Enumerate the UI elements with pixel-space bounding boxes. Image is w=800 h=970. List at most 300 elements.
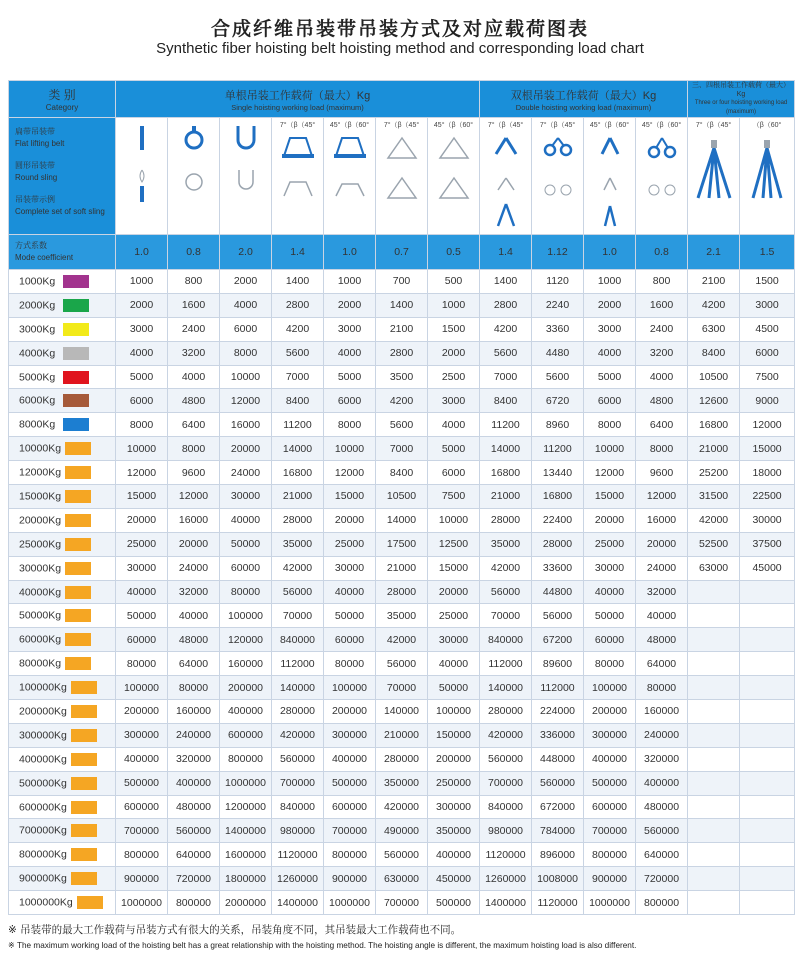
capacity-label: 80000Kg xyxy=(19,657,62,670)
load-value: 7000 xyxy=(480,365,532,389)
load-value: 12000 xyxy=(740,413,795,437)
load-value: 35000 xyxy=(480,532,532,556)
load-value: 1600000 xyxy=(220,843,272,867)
load-value: 100000 xyxy=(116,676,168,700)
capacity-cell xyxy=(9,317,116,341)
table-row xyxy=(9,437,795,461)
table-row xyxy=(9,413,795,437)
load-value: 4000 xyxy=(116,341,168,365)
color-swatch xyxy=(71,705,97,718)
load-value: 5600 xyxy=(532,365,584,389)
load-value: 1000 xyxy=(584,270,636,294)
load-value: 1400 xyxy=(480,270,532,294)
color-swatch xyxy=(71,824,97,837)
load-value: 4000 xyxy=(584,341,636,365)
load-value: 10000 xyxy=(584,437,636,461)
load-value: 500000 xyxy=(428,891,480,915)
load-value: 320000 xyxy=(168,747,220,771)
load-value: 21000 xyxy=(688,437,740,461)
load-value: 15000 xyxy=(428,556,480,580)
load-value: 560000 xyxy=(168,819,220,843)
capacity-cell xyxy=(9,628,116,652)
load-value: 16000 xyxy=(168,508,220,532)
capacity-label: 6000Kg xyxy=(19,394,56,407)
load-value: 400000 xyxy=(636,771,688,795)
load-value: 448000 xyxy=(532,747,584,771)
capacity-cell xyxy=(9,413,116,437)
load-value: 42000 xyxy=(376,628,428,652)
capacity-label: 12000Kg xyxy=(19,466,62,479)
load-value: 10500 xyxy=(688,365,740,389)
load-value: 12000 xyxy=(636,485,688,509)
load-value: 42000 xyxy=(272,556,324,580)
load-value: 25000 xyxy=(584,532,636,556)
load-value: 672000 xyxy=(532,795,584,819)
load-value: 12000 xyxy=(116,461,168,485)
page-title: 合成纤维吊装带吊装方式及对应载荷图表 xyxy=(210,18,589,40)
hoisting-method-12 xyxy=(688,118,740,235)
load-value: 9600 xyxy=(168,461,220,485)
load-value: 700 xyxy=(376,270,428,294)
load-value: 56000 xyxy=(532,604,584,628)
load-value: 120000 xyxy=(220,628,272,652)
load-value: 1000000 xyxy=(116,891,168,915)
capacity-label: 50000Kg xyxy=(19,609,62,622)
hoisting-method-8 xyxy=(480,118,532,235)
hoisting-method-7 xyxy=(428,118,480,235)
capacity-label: 3000Kg xyxy=(19,323,56,335)
load-value: 30000 xyxy=(584,556,636,580)
load-value: 1200000 xyxy=(220,795,272,819)
load-value: 25000 xyxy=(324,532,376,556)
capacity-cell xyxy=(9,365,116,389)
color-swatch xyxy=(65,538,91,551)
mode-coefficient: 1.4 xyxy=(272,235,324,270)
load-chart-table xyxy=(8,80,795,915)
load-value: 12600 xyxy=(688,389,740,413)
load-value xyxy=(688,628,740,652)
table-row xyxy=(9,723,795,747)
load-value: 25000 xyxy=(428,604,480,628)
color-swatch xyxy=(63,347,89,360)
color-swatch xyxy=(71,753,97,766)
load-value: 300000 xyxy=(428,795,480,819)
table-row xyxy=(9,700,795,724)
load-value: 600000 xyxy=(116,795,168,819)
load-value: 800000 xyxy=(168,891,220,915)
load-value: 89600 xyxy=(532,652,584,676)
load-value xyxy=(740,676,795,700)
load-value: 12000 xyxy=(584,461,636,485)
capacity-label: 25000Kg xyxy=(19,538,62,551)
load-value: 16000 xyxy=(220,413,272,437)
color-swatch xyxy=(65,633,91,646)
load-value: 210000 xyxy=(376,723,428,747)
load-value: 480000 xyxy=(636,795,688,819)
capacity-label: 8000Kg xyxy=(19,418,56,431)
load-value xyxy=(740,580,795,604)
mode-coefficient: 0.5 xyxy=(428,235,480,270)
load-value: 640000 xyxy=(168,843,220,867)
load-value: 5600 xyxy=(272,341,324,365)
double-vertical-45-icon xyxy=(480,134,531,230)
load-value: 9600 xyxy=(636,461,688,485)
capacity-label: 2000Kg xyxy=(19,299,56,312)
load-value: 5000 xyxy=(584,365,636,389)
load-value: 1260000 xyxy=(272,867,324,891)
load-value xyxy=(740,700,795,724)
load-value: 7500 xyxy=(740,365,795,389)
load-value: 3200 xyxy=(168,341,220,365)
capacity-label: 20000Kg xyxy=(19,514,62,527)
load-value: 640000 xyxy=(636,843,688,867)
load-value: 600000 xyxy=(324,795,376,819)
capacity-cell xyxy=(9,341,116,365)
load-value: 300000 xyxy=(116,723,168,747)
load-value: 700000 xyxy=(116,819,168,843)
load-value xyxy=(688,652,740,676)
capacity-label: 600000Kg xyxy=(19,800,67,813)
load-value: 24000 xyxy=(636,556,688,580)
load-value: 500000 xyxy=(324,771,376,795)
angle-label: 7°（β（45° xyxy=(383,122,420,129)
table-row xyxy=(9,867,795,891)
load-value: 400000 xyxy=(168,771,220,795)
load-value: 700000 xyxy=(376,891,428,915)
double-choke-60-icon xyxy=(636,134,687,214)
load-value xyxy=(688,676,740,700)
table-row xyxy=(9,628,795,652)
load-value: 2240 xyxy=(532,293,584,317)
table-row xyxy=(9,365,795,389)
load-value: 350000 xyxy=(376,771,428,795)
load-value: 12000 xyxy=(220,389,272,413)
table-row xyxy=(9,843,795,867)
load-value: 300000 xyxy=(324,723,376,747)
load-value: 15000 xyxy=(740,437,795,461)
load-value xyxy=(688,867,740,891)
load-value: 80000 xyxy=(168,676,220,700)
load-value: 400000 xyxy=(116,747,168,771)
table-row xyxy=(9,676,795,700)
load-value: 28000 xyxy=(532,532,584,556)
load-value: 1500 xyxy=(428,317,480,341)
load-value: 5000 xyxy=(324,365,376,389)
load-value: 3500 xyxy=(376,365,428,389)
load-value: 900000 xyxy=(324,867,376,891)
load-value: 40000 xyxy=(584,580,636,604)
load-value: 10000 xyxy=(220,365,272,389)
load-value xyxy=(688,843,740,867)
load-value: 5000 xyxy=(428,437,480,461)
load-value: 30000 xyxy=(220,485,272,509)
load-value: 8400 xyxy=(480,389,532,413)
capacity-cell xyxy=(9,795,116,819)
load-value: 5600 xyxy=(480,341,532,365)
load-value xyxy=(740,652,795,676)
choke-hitch-icon xyxy=(168,124,219,204)
capacity-cell xyxy=(9,723,116,747)
load-value: 15000 xyxy=(324,485,376,509)
category-header: 类 别 Category xyxy=(9,81,116,118)
load-value: 1000000 xyxy=(324,891,376,915)
load-value: 1400000 xyxy=(272,891,324,915)
capacity-label: 15000Kg xyxy=(19,490,62,503)
load-value: 200000 xyxy=(584,700,636,724)
table-row xyxy=(9,461,795,485)
color-swatch xyxy=(71,681,97,694)
mode-coefficient: 1.12 xyxy=(532,235,584,270)
load-value: 980000 xyxy=(480,819,532,843)
load-value: 3000 xyxy=(428,389,480,413)
load-value: 8400 xyxy=(376,461,428,485)
load-value: 14000 xyxy=(376,508,428,532)
capacity-cell xyxy=(9,676,116,700)
capacity-label: 5000Kg xyxy=(19,370,56,383)
load-value: 6720 xyxy=(532,389,584,413)
color-swatch xyxy=(65,562,91,575)
load-value: 280000 xyxy=(480,700,532,724)
capacity-cell xyxy=(9,437,116,461)
load-value: 40000 xyxy=(116,580,168,604)
load-value: 9000 xyxy=(740,389,795,413)
load-value: 32000 xyxy=(636,580,688,604)
capacity-cell xyxy=(9,604,116,628)
note-chinese: ※ 吊装带的最大工作载荷与吊装方式有很大的关系，吊装角度不同，其吊装最大工作载荷也不同。 xyxy=(8,924,462,936)
load-value: 42000 xyxy=(688,508,740,532)
load-value: 60000 xyxy=(324,628,376,652)
capacity-label: 4000Kg xyxy=(19,346,56,359)
load-value xyxy=(740,795,795,819)
load-value xyxy=(740,628,795,652)
load-value: 240000 xyxy=(636,723,688,747)
capacity-cell xyxy=(9,843,116,867)
load-value: 560000 xyxy=(480,747,532,771)
load-value: 70000 xyxy=(272,604,324,628)
capacity-label: 200000Kg xyxy=(19,705,67,718)
load-value: 30000 xyxy=(324,556,376,580)
load-value: 2100 xyxy=(376,317,428,341)
color-swatch xyxy=(63,394,89,407)
load-value: 40000 xyxy=(168,604,220,628)
mode-coefficient-label: 方式系数 Mode coefficient xyxy=(9,235,116,270)
load-value: 200000 xyxy=(220,676,272,700)
load-value: 400000 xyxy=(220,700,272,724)
load-value: 3000 xyxy=(324,317,376,341)
hoisting-method-11 xyxy=(636,118,688,235)
color-swatch xyxy=(65,514,91,527)
load-value: 40000 xyxy=(428,652,480,676)
load-value: 4200 xyxy=(272,317,324,341)
load-value: 2400 xyxy=(168,317,220,341)
load-value: 6000 xyxy=(428,461,480,485)
load-value: 12000 xyxy=(324,461,376,485)
angle-label: 7°（β（45° xyxy=(695,122,732,129)
capacity-cell xyxy=(9,747,116,771)
color-swatch xyxy=(71,729,97,742)
load-value: 70000 xyxy=(376,676,428,700)
load-value: 1600 xyxy=(168,293,220,317)
load-value: 4200 xyxy=(480,317,532,341)
load-value: 28000 xyxy=(272,508,324,532)
load-value: 600000 xyxy=(584,795,636,819)
color-swatch xyxy=(65,466,91,479)
load-value: 60000 xyxy=(220,556,272,580)
load-value: 2800 xyxy=(272,293,324,317)
color-swatch xyxy=(65,657,91,670)
load-value: 20000 xyxy=(636,532,688,556)
load-value: 13440 xyxy=(532,461,584,485)
load-value: 1400000 xyxy=(220,819,272,843)
load-value: 1000 xyxy=(428,293,480,317)
load-value: 4480 xyxy=(532,341,584,365)
load-value: 1120 xyxy=(532,270,584,294)
load-value: 70000 xyxy=(480,604,532,628)
load-value: 16800 xyxy=(532,485,584,509)
mode-coefficient: 1.4 xyxy=(480,235,532,270)
load-value: 600000 xyxy=(220,723,272,747)
table-row xyxy=(9,771,795,795)
load-value: 50000 xyxy=(428,676,480,700)
load-value: 840000 xyxy=(272,795,324,819)
capacity-cell xyxy=(9,891,116,915)
load-value: 50000 xyxy=(584,604,636,628)
load-value: 10000 xyxy=(116,437,168,461)
capacity-label: 1000Kg xyxy=(19,275,56,288)
load-value: 500000 xyxy=(584,771,636,795)
load-value: 20000 xyxy=(324,508,376,532)
load-value: 60000 xyxy=(584,628,636,652)
load-value xyxy=(740,867,795,891)
load-value: 17500 xyxy=(376,532,428,556)
capacity-label: 60000Kg xyxy=(19,633,62,646)
load-value: 11200 xyxy=(532,437,584,461)
load-value: 30000 xyxy=(116,556,168,580)
load-value: 20000 xyxy=(220,437,272,461)
load-value: 7500 xyxy=(428,485,480,509)
load-value: 14000 xyxy=(272,437,324,461)
load-value: 3000 xyxy=(584,317,636,341)
load-value: 40000 xyxy=(636,604,688,628)
load-value: 700000 xyxy=(272,771,324,795)
load-value: 2000 xyxy=(116,293,168,317)
load-value: 8000 xyxy=(584,413,636,437)
capacity-label: 700000Kg xyxy=(19,824,67,837)
load-value: 2800 xyxy=(480,293,532,317)
load-value: 67200 xyxy=(532,628,584,652)
capacity-cell xyxy=(9,293,116,317)
color-swatch xyxy=(63,299,89,312)
load-value: 80000 xyxy=(220,580,272,604)
load-value: 50000 xyxy=(116,604,168,628)
load-value xyxy=(688,891,740,915)
load-value: 21000 xyxy=(376,556,428,580)
triangle-45-icon xyxy=(376,134,427,214)
color-swatch xyxy=(71,801,97,814)
capacity-cell xyxy=(9,556,116,580)
mode-coefficient: 2.1 xyxy=(688,235,740,270)
load-value: 6400 xyxy=(168,413,220,437)
load-value: 14000 xyxy=(480,437,532,461)
hoisting-method-13 xyxy=(740,118,795,235)
load-value: 8000 xyxy=(116,413,168,437)
load-value: 56000 xyxy=(376,652,428,676)
load-value: 18000 xyxy=(740,461,795,485)
load-value: 8400 xyxy=(688,341,740,365)
mode-coefficient: 1.0 xyxy=(324,235,376,270)
load-value: 280000 xyxy=(272,700,324,724)
angle-label: 7°（β（45° xyxy=(487,122,524,129)
load-value: 400000 xyxy=(324,747,376,771)
load-value: 350000 xyxy=(428,819,480,843)
hoisting-method-1 xyxy=(116,118,168,235)
load-value: 32000 xyxy=(168,580,220,604)
angle-label: 7°（β（45° xyxy=(279,122,316,129)
load-value: 1120000 xyxy=(480,843,532,867)
angle-label: 45°（β（60° xyxy=(433,122,474,129)
load-value: 2100 xyxy=(688,270,740,294)
load-value: 63000 xyxy=(688,556,740,580)
load-value: 720000 xyxy=(636,867,688,891)
load-value: 8000 xyxy=(220,341,272,365)
table-row xyxy=(9,270,795,294)
load-value: 8000 xyxy=(168,437,220,461)
hoisting-method-3 xyxy=(220,118,272,235)
color-swatch xyxy=(77,896,103,909)
angle-label xyxy=(220,118,271,120)
table-row xyxy=(9,532,795,556)
load-value: 6300 xyxy=(688,317,740,341)
load-value: 112000 xyxy=(480,652,532,676)
load-value: 160000 xyxy=(220,652,272,676)
load-value: 500 xyxy=(428,270,480,294)
load-value: 80000 xyxy=(636,676,688,700)
load-value: 1008000 xyxy=(532,867,584,891)
hoisting-method-5 xyxy=(324,118,376,235)
capacity-label: 1000000Kg xyxy=(19,896,73,909)
load-value: 630000 xyxy=(376,867,428,891)
color-swatch xyxy=(65,609,91,622)
load-value: 100000 xyxy=(324,676,376,700)
load-value: 25000 xyxy=(116,532,168,556)
load-value: 16800 xyxy=(480,461,532,485)
load-value: 28000 xyxy=(376,580,428,604)
note-english: ※ The maximum working load of the hoisting belt has a great relationship with the hoisting method. The hoisting angle is different, the maximum hoisting load is also different. xyxy=(8,941,637,950)
load-value: 100000 xyxy=(428,700,480,724)
single-hoisting-header: 单根吊装工作载荷（最大）Kg Single hoisting working load (maximum) xyxy=(116,81,480,118)
load-value: 7000 xyxy=(272,365,324,389)
load-value: 140000 xyxy=(480,676,532,700)
table-row xyxy=(9,580,795,604)
load-value: 160000 xyxy=(168,700,220,724)
load-value: 20000 xyxy=(428,580,480,604)
load-value: 8000 xyxy=(324,413,376,437)
load-value: 1500 xyxy=(740,270,795,294)
load-value: 4000 xyxy=(636,365,688,389)
load-value: 80000 xyxy=(324,652,376,676)
load-value: 400000 xyxy=(428,843,480,867)
load-value: 4200 xyxy=(688,293,740,317)
load-value: 420000 xyxy=(480,723,532,747)
load-value: 700000 xyxy=(324,819,376,843)
three-leg-icon xyxy=(688,134,739,224)
load-value: 100000 xyxy=(220,604,272,628)
load-value: 12000 xyxy=(168,485,220,509)
load-value: 3000 xyxy=(740,293,795,317)
load-value: 1000000 xyxy=(584,891,636,915)
load-value: 160000 xyxy=(636,700,688,724)
sling-type-labels: 扁带吊装带 Flat lifting belt 圆形吊装带 Round sling 吊装带示例 Complete set of soft sling xyxy=(9,118,116,235)
